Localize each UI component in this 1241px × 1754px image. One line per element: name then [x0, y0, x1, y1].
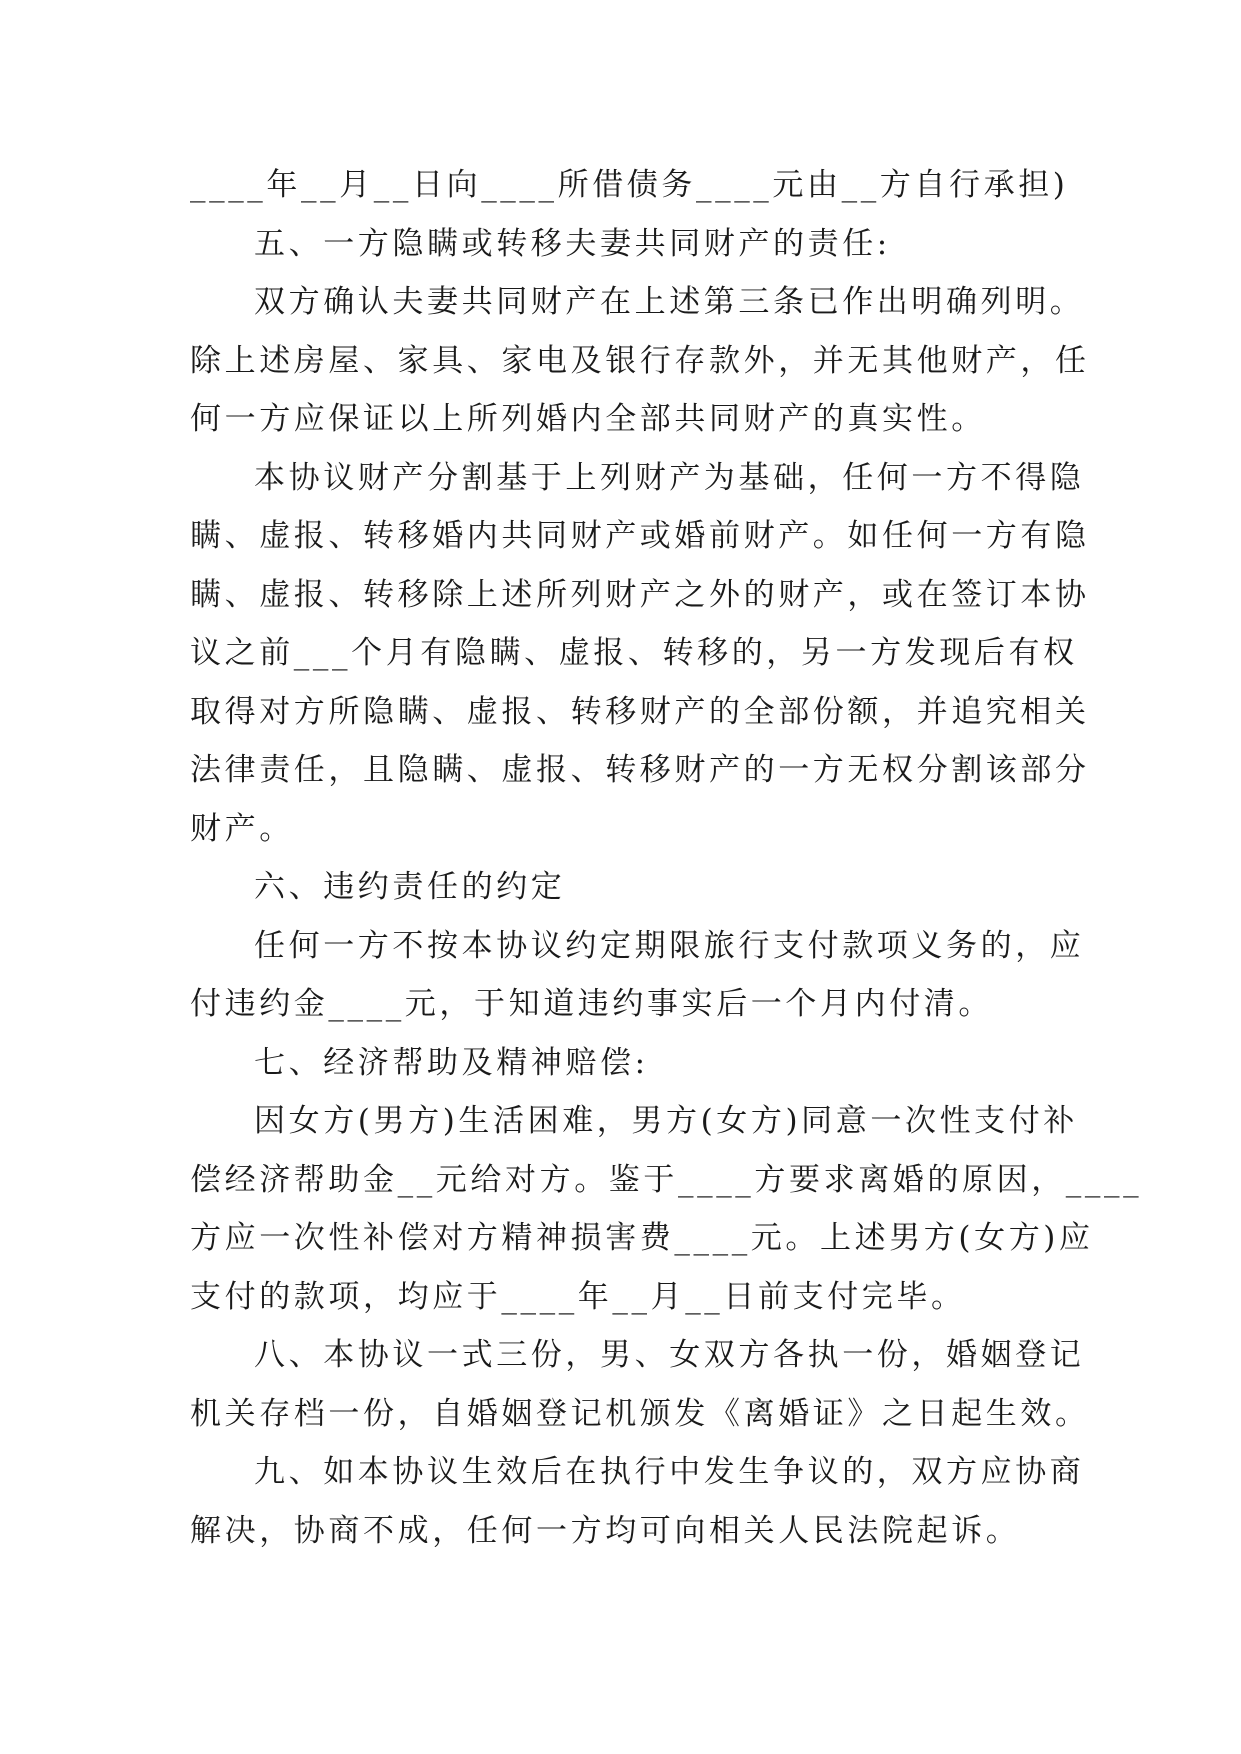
text-line: 九、如本协议生效后在执行中发生争议的，双方应协商: [254, 1454, 1085, 1490]
text-line: 偿经济帮助金__元给对方。鉴于____方要求离婚的原因，____: [190, 1161, 1143, 1198]
text-line: 法律责任，且隐瞒、虚报、转移财产的一方无权分割该部分: [190, 752, 1090, 788]
text-line: 瞒、虚报、转移除上述所列财产之外的财产，或在签订本协: [190, 576, 1090, 613]
text-line: 取得对方所隐瞒、虚报、转移财产的全部份额，并追究相关: [190, 693, 1090, 730]
text-line: 支付的款项，均应于____年__月__日前支付完毕。: [190, 1278, 966, 1315]
text-line: 除上述房屋、家具、家电及银行存款外，并无其他财产，任: [190, 342, 1090, 379]
text-line: 双方确认夫妻共同财产在上述第三条已作出明确列明。: [254, 284, 1085, 320]
text-line: 方应一次性补偿对方精神损害费____元。上述男方(女方)应: [190, 1220, 1094, 1256]
text-line: 任何一方不按本协议约定期限旅行支付款项义务的，应: [254, 927, 1085, 964]
text-line: 七、经济帮助及精神赔偿:: [254, 1044, 649, 1081]
text-line: 五、一方隐瞒或转移夫妻共同财产的责任:: [254, 225, 891, 262]
text-line: 瞒、虚报、转移婚内共同财产或婚前财产。如任何一方有隐: [190, 518, 1090, 554]
text-line: 机关存档一份，自婚姻登记机颁发《离婚证》之日起生效。: [190, 1395, 1090, 1432]
text-line: 八、本协议一式三份，男、女双方各执一份，婚姻登记: [254, 1337, 1085, 1373]
text-line: 因女方(男方)生活困难，男方(女方)同意一次性支付补: [254, 1103, 1078, 1139]
document-body: [190, 156, 1143, 1560]
text-line: 议之前___个月有隐瞒、虚报、转移的，另一方发现后有权: [190, 635, 1078, 671]
text-line: 何一方应保证以上所列婚内全部共同财产的真实性。: [190, 401, 986, 437]
text-line: 财产。: [190, 810, 294, 847]
text-line: 解决，协商不成，任何一方均可向相关人民法院起诉。: [190, 1512, 1021, 1549]
text-line: 付违约金____元，于知道违约事实后一个月内付清。: [190, 986, 993, 1022]
text-line: 六、违约责任的约定: [254, 869, 566, 905]
text-line: 本协议财产分割基于上列财产为基础，任何一方不得隐: [254, 459, 1085, 496]
text-line: ____年__月__日向____所借债务____元由__方自行承担): [190, 167, 1069, 203]
